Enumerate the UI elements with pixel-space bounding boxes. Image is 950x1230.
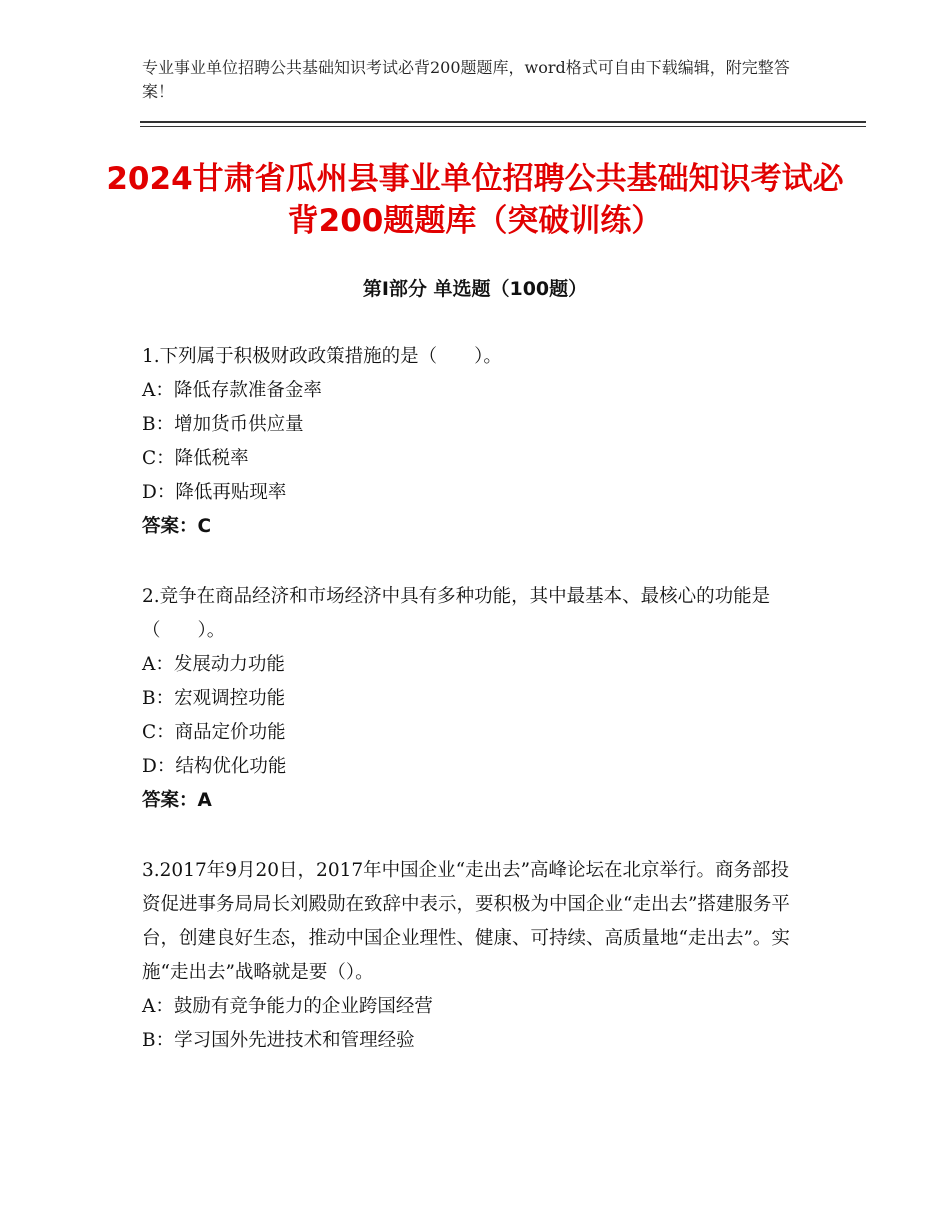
option-b: B：学习国外先进技术和管理经验 — [142, 1030, 415, 1051]
question-1 — [142, 340, 802, 544]
header-note: 专业事业单位招聘公共基础知识考试必背200题题库，word格式可自由下载编辑，附完整答案！ — [142, 58, 790, 101]
question-3 — [142, 854, 802, 1058]
option-c: C：商品定价功能 — [142, 722, 286, 743]
option-a: A：鼓励有竞争能力的企业跨国经营 — [142, 996, 433, 1017]
question-2 — [142, 580, 802, 818]
option-d: D：降低再贴现率 — [142, 482, 287, 503]
option-a: A：降低存款准备金率 — [142, 380, 322, 401]
option-b: B：宏观调控功能 — [142, 688, 286, 709]
option-c: C：降低税率 — [142, 448, 249, 469]
question-stem: 2.竞争在商品经济和市场经济中具有多种功能，其中最基本、最核心的功能是（ ）。 — [142, 586, 771, 641]
option-a: A：发展动力功能 — [142, 654, 285, 675]
section-title: 第Ⅰ部分 单选题（100题） — [362, 278, 588, 300]
header-rule-thick — [140, 121, 866, 123]
option-b: B：增加货币供应量 — [142, 414, 304, 435]
option-d: D：结构优化功能 — [142, 756, 287, 777]
question-stem: 1.下列属于积极财政政策措施的是（ ）。 — [142, 346, 502, 367]
question-stem: 3.2017年9月20日，2017年中国企业“走出去”高峰论坛在北京举行。商务部投资促进事务局局长刘殿勋在致辞中表示，要积极为中国企业“走出去”搭建服务平台，创建良好生态，推动中国企业理性、健康、可持续、高质量地“走出去”。实施“走出去”战略就是要（）。 — [142, 860, 790, 983]
answer: 答案：A — [142, 790, 212, 811]
document-title: 2024甘肃省瓜州县事业单位招聘公共基础知识考试必背200题题库（突破训练） — [106, 161, 844, 239]
header-rule-thin — [140, 126, 866, 127]
answer: 答案：C — [142, 516, 212, 537]
